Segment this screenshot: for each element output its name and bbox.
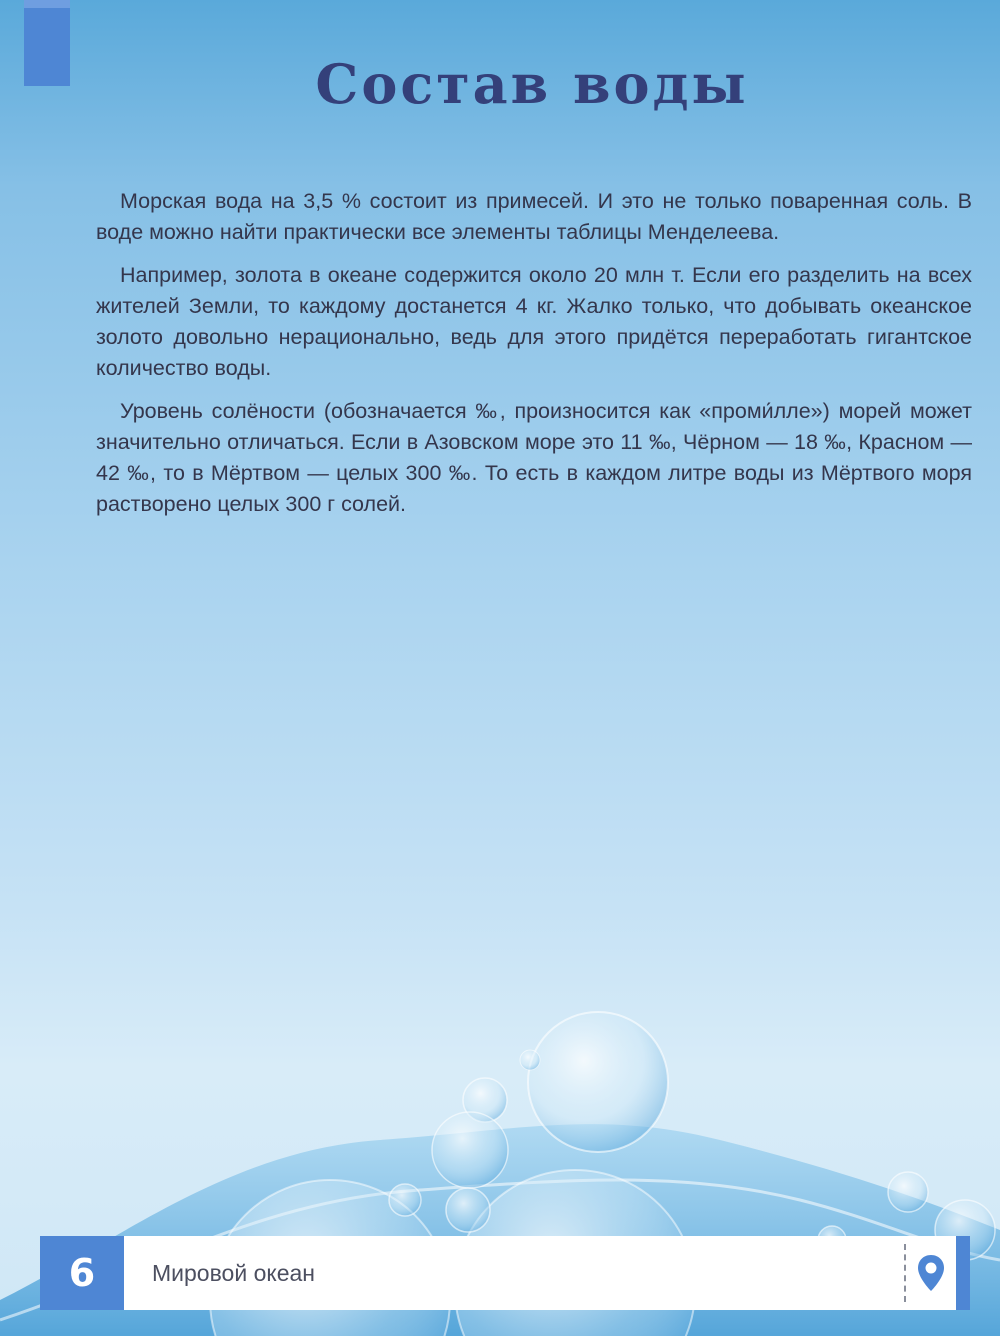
page-footer: [40, 1236, 970, 1310]
page-number: 6: [40, 1236, 124, 1310]
paragraph-2: Например, золота в океане содержится около 20 млн т. Если его разделить на всех жителей Земли, то каждому достанется 4 кг. Жалко только, что добывать океанское золото довольно нерационально, ведь для этого придётся переработать гигантское количество воды.: [96, 263, 972, 380]
article-body: [96, 186, 972, 532]
map-pin-icon: [917, 1254, 945, 1292]
paragraph-1: Морская вода на 3,5 % состоит из примесей. И это не только поваренная соль. В воде можно найти практически все элементы таблицы Менделеева.: [96, 189, 972, 244]
footer-accent-strip: [956, 1236, 970, 1310]
page-title: Состав воды: [315, 52, 749, 116]
section-name: Мировой океан: [152, 1260, 315, 1286]
footer-divider: [904, 1244, 906, 1302]
paragraph-3: Уровень солёности (обозначается ‰, произносится как «проми́лле») морей может значительно отличаться. Если в Азовском море это 11 ‰, Чёрном — 18 ‰, Красном — 42 ‰, то в Мёртвом — целых 300 ‰. То есть в каждом литре воды из Мёртвого моря растворено целых 300 г солей.: [96, 399, 972, 516]
